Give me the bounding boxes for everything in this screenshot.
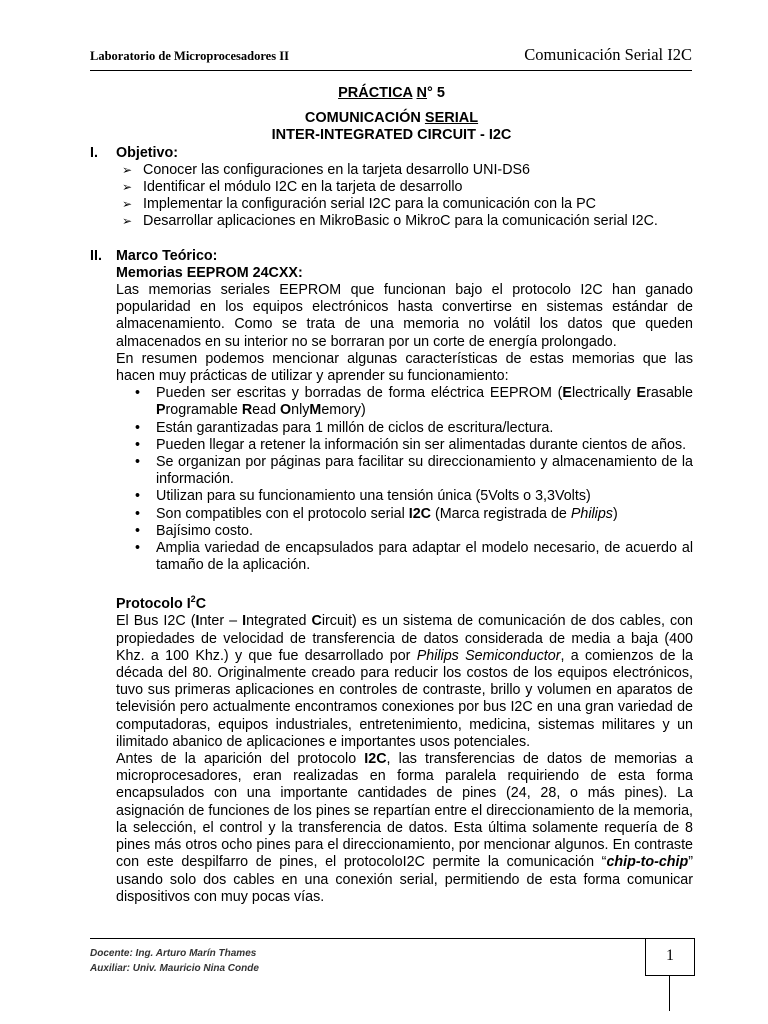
section-marco-heading — [90, 248, 693, 265]
list-item: • Son compatibles con el protocolo serial I2C (Marca registrada de Philips) — [135, 506, 693, 523]
document-body — [90, 85, 693, 906]
list-item: • Están garantizadas para 1 millón de ciclos de escritura/lectura. — [135, 420, 693, 437]
paragraph: El Bus I2C (Inter – Integrated Circuit) es un sistema de comunicación de dos cables, con propiedades de velocidad de transferencia de datos considerada de media a baja (400 Khz. a 100 Khz.) y que fue desarrollado por Philips Semiconductor, a comienzos de la década del 80. Originalmente creado para reducir los costos de los equipos electrónicos, tuvo sus primeras aplicaciones en controles de contraste, brillo y volumen en aparatos de televisión pero actualmente encontramos conexiones por bus I2C en una gran variedad de computadoras, equipos industriales, entretenimiento, medicina, sistemas militares y un ilimitado abanico de aplicaciones e importantes usos potenciales. — [116, 613, 694, 750]
protocol-body — [116, 591, 693, 905]
list-item: ➢ Identificar el módulo I2C en la tarjeta de desarrollo — [122, 179, 693, 196]
footer-divider — [90, 938, 645, 939]
header-right: Comunicación Serial I2C — [524, 45, 692, 64]
section-number: I. — [90, 144, 98, 161]
practice-number: ° 5 — [427, 85, 445, 101]
page-number-line — [669, 975, 670, 1011]
paragraph: Las memorias seriales EEPROM que funcionan bajo el protocolo I2C han ganado popularidad en los equipos electrónicos hasta convertirse en sistemas estándar de almacenamiento. Como se trata de una memoria no volátil los datos que queden almacenados en su interior no se borraran por un corte de energía prolongado. — [116, 282, 693, 350]
list-item: • Se organizan por páginas para facilitar su direccionamiento y almacenamiento de la información. — [135, 454, 693, 488]
header-divider — [90, 70, 692, 71]
list-item: ➢ Conocer las configuraciones en la tarjeta desarrollo UNI-DS6 — [122, 162, 693, 179]
practice-title — [90, 85, 693, 102]
section-number: II. — [90, 247, 102, 264]
section-title: Objetivo: — [116, 144, 178, 161]
list-item: • Bajísimo costo. — [135, 523, 693, 540]
footer-auxiliar: Auxiliar: Univ. Mauricio Nina Conde — [90, 963, 259, 974]
list-item: • Pueden ser escritas y borradas de forma eléctrica EEPROM (Electrically Erasable Programable Read OnlyMemory) — [135, 385, 693, 419]
eeprom-features-list — [90, 385, 693, 574]
list-item: • Utilizan para su funcionamiento una tensión única (5Volts o 3,3Volts) — [135, 488, 693, 505]
objetivo-list — [90, 162, 693, 231]
practice-n: N — [416, 85, 427, 101]
list-item: ➢ Desarrollar aplicaciones en MikroBasic o MikroC para la comunicación serial I2C. — [122, 213, 693, 230]
footer-docente: Docente: Ing. Arturo Marín Thames — [90, 948, 257, 959]
section-title: Marco Teórico: — [116, 247, 218, 264]
page-number: 1 — [645, 938, 695, 976]
subheading-eeprom: Memorias EEPROM 24CXX: — [116, 264, 303, 281]
marco-body — [116, 265, 693, 385]
doc-title-line3: INTER-INTEGRATED CIRCUIT - I2C — [271, 127, 512, 144]
subheading-protocolo: Protocolo $I^2C$ — [116, 594, 207, 613]
practice-word: PRÁCTICA — [338, 85, 413, 101]
title-serial: SERIAL — [424, 110, 479, 127]
paragraph: En resumen podemos mencionar algunas características de estas memorias que las hacen muy prácticas de utilizar y aprender su funcionamiento: — [116, 350, 693, 385]
header-left: Laboratorio de Microprocesadores II — [90, 49, 289, 63]
doc-title-line2 — [90, 110, 693, 127]
title-comunicacion: COMUNICACIÓN — [304, 110, 421, 127]
spacer — [90, 231, 693, 248]
section-objetivo-heading — [90, 145, 693, 162]
list-item: ➢ Implementar la configuración serial I2C para la comunicación con la PC — [122, 196, 693, 213]
list-item: • Amplia variedad de encapsulados para adaptar el modelo necesario, de acuerdo al tamaño de la aplicación. — [135, 540, 693, 574]
paragraph: Antes de la aparición del protocolo I2C, las transferencias de datos de memorias a microprocesadores, eran realizadas en forma paralela requiriendo de esta forma encapsulados con una importante cantidades de pines (24, 28, o más pines). La asignación de funciones de los pines se repartían entre el direccionamiento de la memoria, la selección, el control y la transferencia de datos. Esta última solamente requería de 8 pines más otros ocho pines para el direccionamiento, por mencionar algunos. En contraste con este despilfarro de pines, el protocoloI2C permite la comunicación “chip-to-chip” usando solo dos cables en una conexión serial, permitiendo de esta forma comunicar dispositivos con muy pocas vías. — [116, 751, 693, 905]
list-item: • Pueden llegar a retener la información sin ser alimentadas durante cientos de años. — [135, 437, 693, 454]
spacer — [90, 574, 693, 591]
